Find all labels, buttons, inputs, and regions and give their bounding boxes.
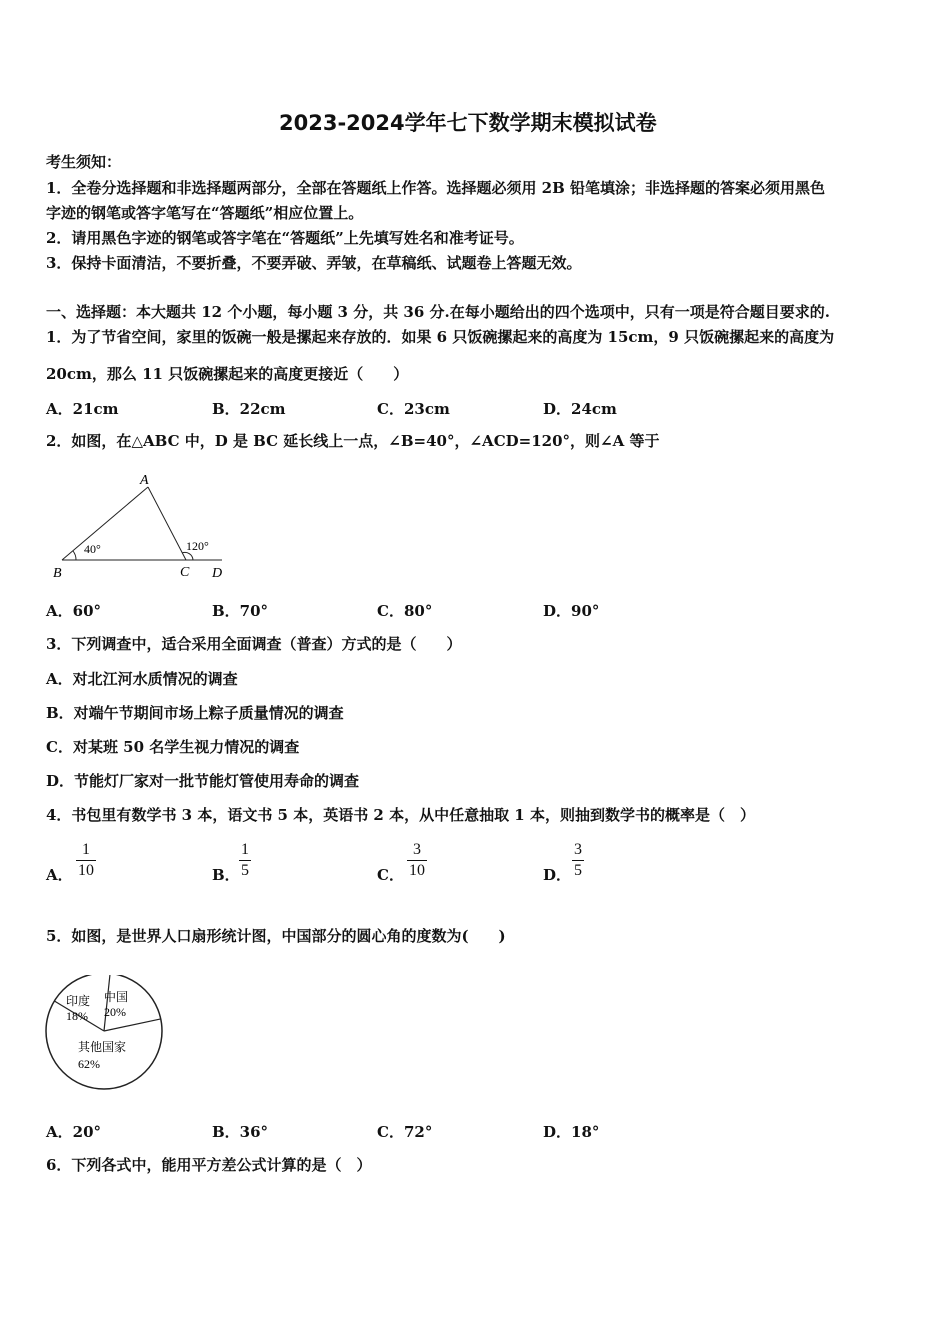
numerator: 1	[239, 840, 251, 861]
line-ac	[148, 487, 186, 560]
q2-option-c[interactable]: C．80°	[377, 602, 433, 620]
q4-option-a-fraction	[76, 840, 96, 881]
line-ab	[62, 487, 148, 560]
pie-label-others-percent: 62%	[78, 1057, 100, 1071]
angle-acd-label: 120°	[186, 539, 209, 553]
notice-line-1a: 1．全卷分选择题和非选择题两部分，全部在答题纸上作答。选择题必须用 2B 铅笔填涂；非选择题的答案必须用黑色	[46, 179, 826, 197]
angle-b-arc	[73, 551, 76, 560]
q3-option-a[interactable]: A．对北江河水质情况的调查	[46, 670, 238, 688]
pie-label-india-percent: 18%	[66, 1009, 88, 1023]
q1-option-b[interactable]: B．22cm	[212, 400, 286, 418]
question-3-text: 3．下列调查中，适合采用全面调查（普查）方式的是（ ）	[46, 635, 462, 653]
label-b: B	[53, 566, 62, 581]
triangle-figure	[40, 465, 240, 585]
question-1-line-1: 1．为了节省空间，家里的饭碗一般是摞起来存放的．如果 6 只饭碗摞起来的高度为 15cm，9 只饭碗摞起来的高度为	[46, 328, 835, 346]
notice-line-3: 3．保持卡面清洁，不要折叠，不要弄破、弄皱，在草稿纸、试题卷上答题无效。	[46, 254, 582, 272]
label-c: C	[180, 565, 190, 580]
label-d: D	[212, 566, 223, 581]
notice-line-2: 2．请用黑色字迹的钢笔或答字笔在“答题纸”上先填写姓名和准考证号。	[46, 229, 524, 247]
question-4-text: 4．书包里有数学书 3 本，语文书 5 本，英语书 2 本，从中任意抽取 1 本，则抽到数学书的概率是（ ）	[46, 806, 755, 824]
q1-option-d[interactable]: D．24cm	[543, 400, 617, 418]
denominator: 10	[409, 862, 425, 879]
page-title: 2023-2024学年七下数学期末模拟试卷	[279, 111, 657, 135]
question-1-line-2: 20cm，那么 11 只饭碗摞起来的高度更接近（ ）	[46, 365, 409, 383]
q4-option-d-label[interactable]: D．	[543, 866, 572, 884]
q4-option-b-fraction	[239, 840, 251, 881]
q5-option-d[interactable]: D．18°	[543, 1123, 600, 1141]
q2-option-b[interactable]: B．70°	[212, 602, 269, 620]
q4-option-b-label[interactable]: B．	[212, 866, 240, 884]
pie-label-china-percent: 20%	[104, 1005, 126, 1019]
q3-option-b[interactable]: B．对端午节期间市场上粽子质量情况的调查	[46, 704, 344, 722]
angle-b-label: 40°	[84, 542, 101, 556]
q5-option-b[interactable]: B．36°	[212, 1123, 269, 1141]
question-2-text: 2．如图，在△ABC 中，D 是 BC 延长线上一点，∠B=40°，∠ACD=120°，则∠A 等于	[46, 432, 660, 450]
section-heading: 一、选择题：本大题共 12 个小题，每小题 3 分，共 36 分.在每小题给出的四个选项中，只有一项是符合题目要求的.	[46, 303, 830, 321]
denominator: 5	[241, 862, 249, 879]
population-pie-chart	[40, 975, 170, 1095]
q5-option-c[interactable]: C．72°	[377, 1123, 433, 1141]
label-a: A	[140, 473, 149, 488]
q4-option-c-fraction	[407, 840, 427, 881]
q1-option-a[interactable]: A．21cm	[46, 400, 119, 418]
denominator: 10	[78, 862, 94, 879]
numerator: 1	[76, 840, 96, 861]
pie-label-others-name: 其他国家	[78, 1040, 127, 1054]
notice-heading: 考生须知：	[46, 153, 122, 171]
notice-line-1b: 字迹的钢笔或答字笔写在“答题纸”相应位置上。	[46, 204, 364, 222]
q3-option-c[interactable]: C．对某班 50 名学生视力情况的调查	[46, 738, 300, 756]
q4-option-a-label[interactable]: A．	[46, 866, 73, 884]
q2-option-a[interactable]: A．60°	[46, 602, 102, 620]
question-5-text: 5．如图，是世界人口扇形统计图，中国部分的圆心角的度数为( )	[46, 927, 506, 945]
q3-option-d[interactable]: D．节能灯厂家对一批节能灯管使用寿命的调查	[46, 772, 360, 790]
q5-option-a[interactable]: A．20°	[46, 1123, 102, 1141]
question-6-text: 6．下列各式中，能用平方差公式计算的是（ ）	[46, 1156, 372, 1174]
q2-option-d[interactable]: D．90°	[543, 602, 600, 620]
q4-option-c-label[interactable]: C．	[377, 866, 404, 884]
numerator: 3	[407, 840, 427, 861]
q1-option-c[interactable]: C．23cm	[377, 400, 450, 418]
numerator: 3	[572, 840, 584, 861]
q4-option-d-fraction	[572, 840, 584, 881]
pie-label-china-name: 中国	[104, 990, 129, 1004]
denominator: 5	[574, 862, 582, 879]
pie-label-india-name: 印度	[66, 994, 91, 1008]
